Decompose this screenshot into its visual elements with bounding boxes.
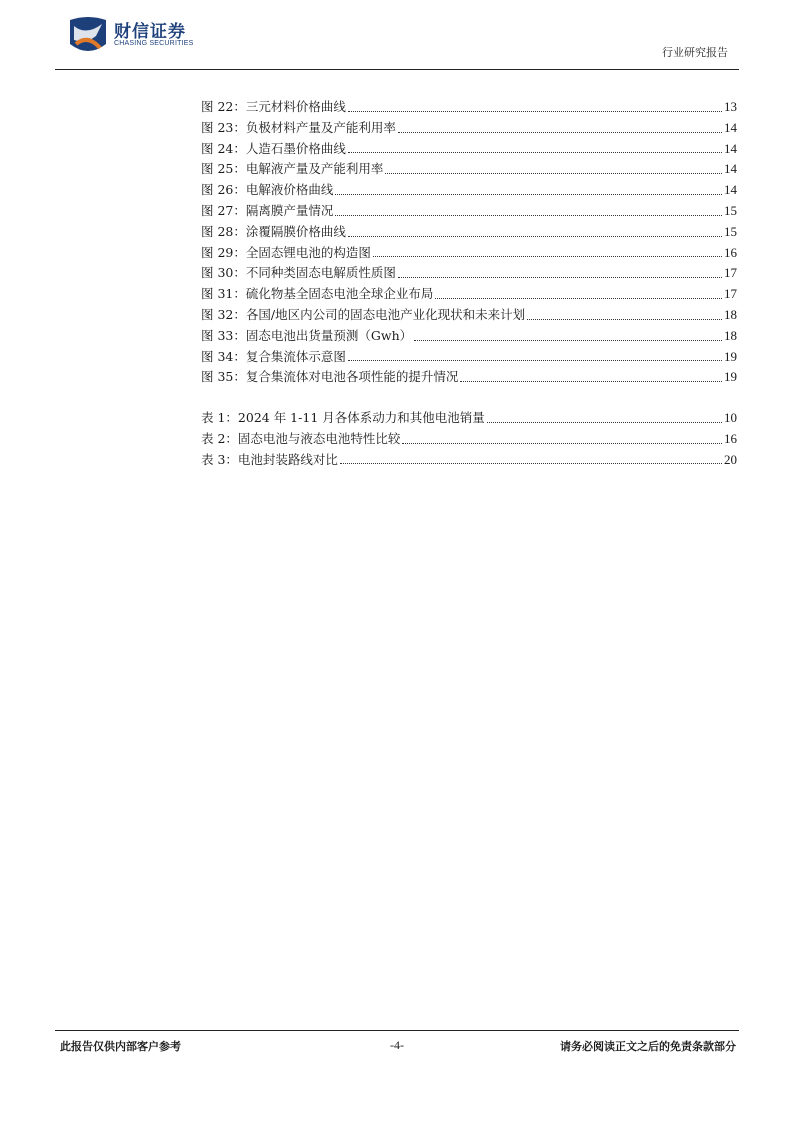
toc-entry-figure[interactable] bbox=[201, 243, 737, 264]
toc-entry-figure[interactable] bbox=[201, 222, 737, 243]
toc-page-number: 19 bbox=[724, 348, 737, 364]
toc-page-number: 16 bbox=[724, 244, 737, 260]
toc-leader-dots bbox=[335, 193, 722, 195]
toc-entry-label: 图 35：复合集流体对电池各项性能的提升情况 bbox=[201, 369, 459, 385]
toc-entry-label: 表 3：电池封装路线对比 bbox=[201, 451, 338, 467]
toc-leader-dots bbox=[414, 339, 722, 341]
toc-leader-dots bbox=[402, 442, 722, 444]
toc-page-number: 14 bbox=[724, 161, 737, 177]
toc-entry-label: 图 32：各国/地区内公司的固态电池产业化现状和未来计划 bbox=[201, 306, 526, 322]
toc-entry-label: 图 27：隔离膜产量情况 bbox=[201, 202, 334, 218]
toc-entry-label: 图 31：硫化物基全固态电池全球企业布局 bbox=[201, 286, 434, 302]
toc-entry-label: 表 1：2024 年 1-11 月各体系动力和其他电池销量 bbox=[201, 410, 485, 425]
toc-leader-dots bbox=[373, 255, 722, 257]
toc-leader-dots bbox=[460, 380, 722, 382]
toc-entry-figure[interactable] bbox=[201, 201, 737, 222]
toc-page-number: 17 bbox=[724, 286, 737, 302]
toc-page-number: 18 bbox=[724, 327, 737, 343]
toc-leader-dots bbox=[340, 462, 722, 464]
toc-entry-figure[interactable] bbox=[201, 367, 737, 388]
toc-leader-dots bbox=[335, 214, 722, 216]
table-list bbox=[201, 408, 737, 470]
report-type-tag: 行业研究报告 bbox=[662, 46, 728, 59]
toc-entry-label: 图 22：三元材料价格曲线 bbox=[201, 99, 346, 114]
logo-text-english: CHASING SECURITIES bbox=[114, 40, 194, 47]
toc-page-number: 13 bbox=[724, 99, 737, 114]
toc-leader-dots bbox=[527, 318, 722, 320]
toc-entry-label: 图 30：不同种类固态电解质性质图 bbox=[201, 265, 396, 281]
toc-leader-dots bbox=[398, 131, 722, 133]
toc-entry-label: 图 34：复合集流体示意图 bbox=[201, 348, 346, 364]
toc-leader-dots bbox=[348, 151, 722, 153]
toc-leader-dots bbox=[348, 110, 722, 112]
toc-leader-dots bbox=[487, 421, 722, 423]
figure-list bbox=[201, 97, 737, 388]
toc-page-number: 14 bbox=[724, 182, 737, 198]
footer-notice: 请务必阅读正文之后的免责条款部分 bbox=[560, 1040, 736, 1053]
toc-leader-dots bbox=[348, 359, 722, 361]
toc-entry-figure[interactable] bbox=[201, 347, 737, 368]
toc-leader-dots bbox=[435, 297, 722, 299]
toc-entry-label: 图 28：涂覆隔膜价格曲线 bbox=[201, 223, 346, 239]
toc-entry-figure[interactable] bbox=[201, 326, 737, 347]
toc-entry-figure[interactable] bbox=[201, 263, 737, 284]
toc-leader-dots bbox=[348, 235, 722, 237]
logo-emblem-icon bbox=[66, 14, 110, 58]
footer-disclaimer: 此报告仅供内部客户参考 bbox=[60, 1040, 181, 1053]
toc-entry-label: 图 29：全固态锂电池的构造图 bbox=[201, 244, 371, 260]
toc-entry-figure[interactable] bbox=[201, 305, 737, 326]
toc-leader-dots bbox=[398, 276, 722, 278]
toc-entry-figure[interactable] bbox=[201, 139, 737, 160]
toc-entry-label: 图 25：电解液产量及产能利用率 bbox=[201, 161, 384, 177]
page-number: -4- bbox=[390, 1038, 404, 1052]
toc-page-number: 14 bbox=[724, 140, 737, 156]
toc-entry-label: 图 33：固态电池出货量预测（Gwh） bbox=[201, 327, 413, 343]
toc-page-number: 17 bbox=[724, 265, 737, 281]
header-divider bbox=[55, 69, 739, 70]
toc-page-number: 15 bbox=[724, 202, 737, 218]
toc-page-number: 16 bbox=[724, 430, 737, 446]
toc-entry-figure[interactable] bbox=[201, 97, 737, 118]
toc-page-number: 20 bbox=[724, 451, 737, 467]
toc-page-number: 19 bbox=[724, 369, 737, 385]
toc-entry-label: 表 2：固态电池与液态电池特性比较 bbox=[201, 430, 401, 446]
toc-entry-figure[interactable] bbox=[201, 284, 737, 305]
company-logo bbox=[66, 14, 201, 60]
toc-page-number: 14 bbox=[724, 119, 737, 135]
toc-entry-label: 图 24：人造石墨价格曲线 bbox=[201, 140, 346, 156]
logo-text-chinese: 财信证券 bbox=[114, 22, 186, 42]
toc-entry-label: 图 26：电解液价格曲线 bbox=[201, 182, 334, 198]
toc-page-number: 18 bbox=[724, 306, 737, 322]
toc-entry-figure[interactable] bbox=[201, 118, 737, 139]
toc-entry-table[interactable] bbox=[201, 450, 737, 471]
toc-entry-table[interactable] bbox=[201, 408, 737, 429]
toc-leader-dots bbox=[385, 172, 722, 174]
toc-page-number: 15 bbox=[724, 223, 737, 239]
toc-entry-label: 图 23：负极材料产量及产能利用率 bbox=[201, 119, 396, 135]
toc-entry-figure[interactable] bbox=[201, 159, 737, 180]
toc-page-number: 10 bbox=[724, 410, 737, 425]
footer-divider bbox=[55, 1030, 739, 1031]
toc-entry-table[interactable] bbox=[201, 429, 737, 450]
toc-entry-figure[interactable] bbox=[201, 180, 737, 201]
